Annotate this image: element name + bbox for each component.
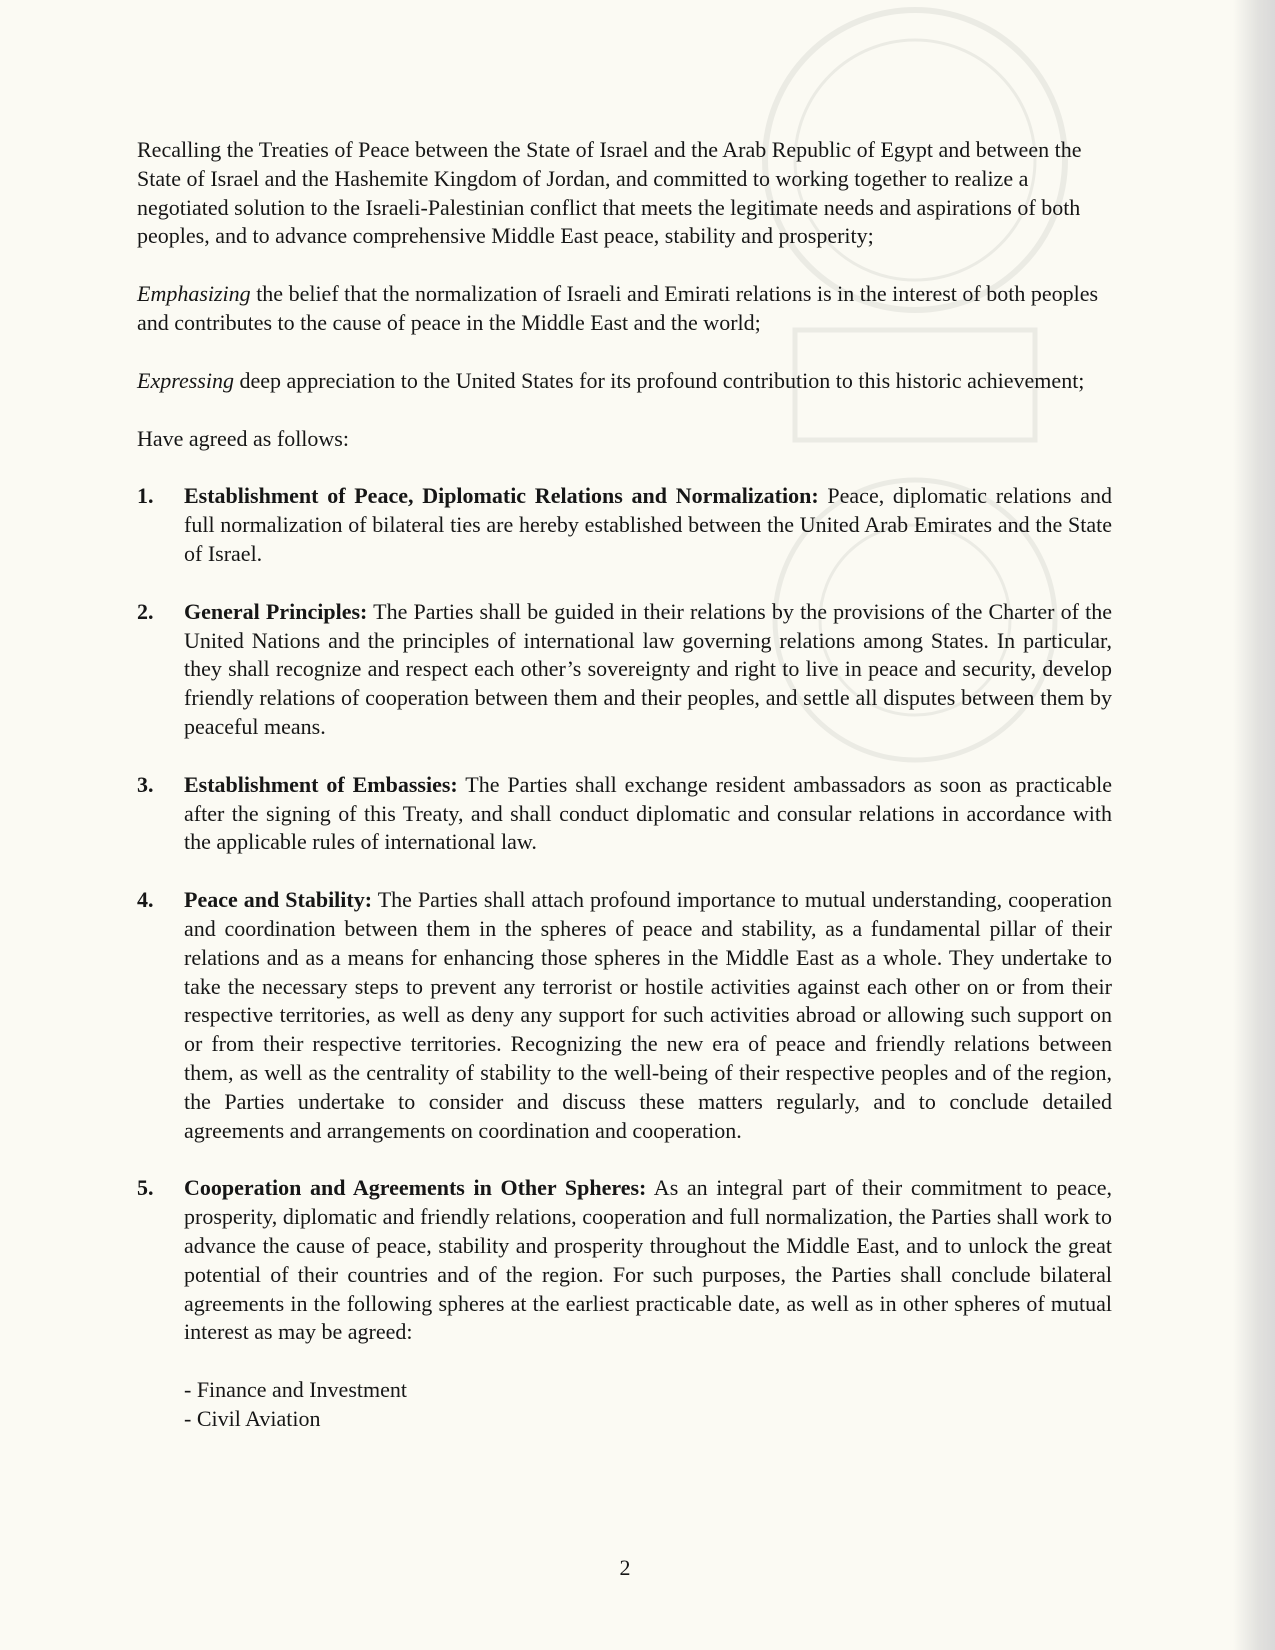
article-5 [137,1174,1112,1347]
spheres-list [184,1376,1112,1434]
article-heading: Establishment of Embassies: [184,771,458,797]
article-text: The Parties shall be guided in their relations by the provisions of the Charter of the United Nations and the principles of international law governing relations among States. In particular, they shall recognize and respect each other’s sovereignty and right to live in peace and security, develop friendly relations of cooperation between them and their peoples, and settle all disputes between them by peaceful means. [184,598,1113,739]
article-number: 3. [137,771,154,797]
preamble-paragraph [137,280,1112,338]
article-number: 4. [137,887,154,913]
article-4 [137,886,1112,1145]
preamble-lead: Expressing [137,367,234,393]
agreed-statement: Have agreed as follows: [137,425,349,451]
article-2 [137,598,1112,742]
preamble-paragraph [137,136,1112,251]
page-number: 2 [619,1555,631,1580]
preamble-text: Recalling the Treaties of Peace between the State of Israel and the Arab Republic of Egypt and between the State of Israel and the Hashemite Kingdom of Jordan, and committed to working together to realize a negotiated solution to the Israeli-Palestinian conflict that meets the legitimate needs and aspirations of both peoples, and to advance comprehensive Middle East peace, stability and prosperity; [137,137,1082,249]
article-heading: Peace and Stability: [184,887,373,913]
article-1 [137,482,1112,568]
preamble-paragraph [137,367,1112,396]
preamble-text: deep appreciation to the United States for its profound contribution to this historic achievement; [233,367,1085,393]
document-body [137,136,1112,1434]
article-heading: General Principles: [184,598,368,624]
article-text: Peace, diplomatic relations and full normalization of bilateral ties are hereby established between the United Arab Emirates and the State of Israel. [184,483,1112,566]
article-3 [137,771,1112,857]
article-text: The Parties shall exchange resident ambassadors as soon as practicable after the signing of this Treaty, and shall conduct diplomatic and consular relations in accordance with the applicable rules of international law. [184,771,1112,855]
article-number: 2. [137,598,154,624]
list-item: - Finance and Investment [184,1377,407,1403]
article-text: As an integral part of their commitment to peace, prosperity, diplomatic and friendly relations, cooperation and full normalization, the Parties shall work to advance the cause of peace, stability and prosperity throughout the Middle East, and to unlock the great potential of their countries and of the region. For such purposes, the Parties shall conclude bilateral agreements in the following spheres at the earliest practicable date, as well as in other spheres of mutual interest as may be agreed: [184,1175,1112,1345]
article-heading: Cooperation and Agreements in Other Spheres: [184,1175,647,1201]
article-text: The Parties shall attach profound importance to mutual understanding, cooperation and coordination between them in the spheres of peace and stability, as a fundamental pillar of their relations and as a means for enhancing those spheres in the Middle East as a whole. They undertake to take the necessary steps to prevent any terrorist or hostile activities against each other on or from their respective territories, as well as deny any support for such activities abroad or allowing such support on or from their respective territories. Recognizing the new era of peace and friendly relations between them, as well as the centrality of stability to the well-being of their respective peoples and of the region, the Parties undertake to consider and discuss these matters regularly, and to conclude detailed agreements and arrangements on coordination and cooperation. [184,887,1112,1143]
article-heading: Establishment of Peace, Diplomatic Relations and Normalization: [184,483,819,509]
preamble-text: the belief that the normalization of Israeli and Emirati relations is in the interest of both peoples and contributes to the cause of peace in the Middle East and the world; [137,281,1099,335]
article-number: 1. [137,483,154,509]
preamble-lead: Emphasizing [137,281,251,307]
article-number: 5. [137,1175,154,1201]
list-item: - Civil Aviation [184,1405,321,1431]
scan-edge-shadow [1233,0,1275,1650]
